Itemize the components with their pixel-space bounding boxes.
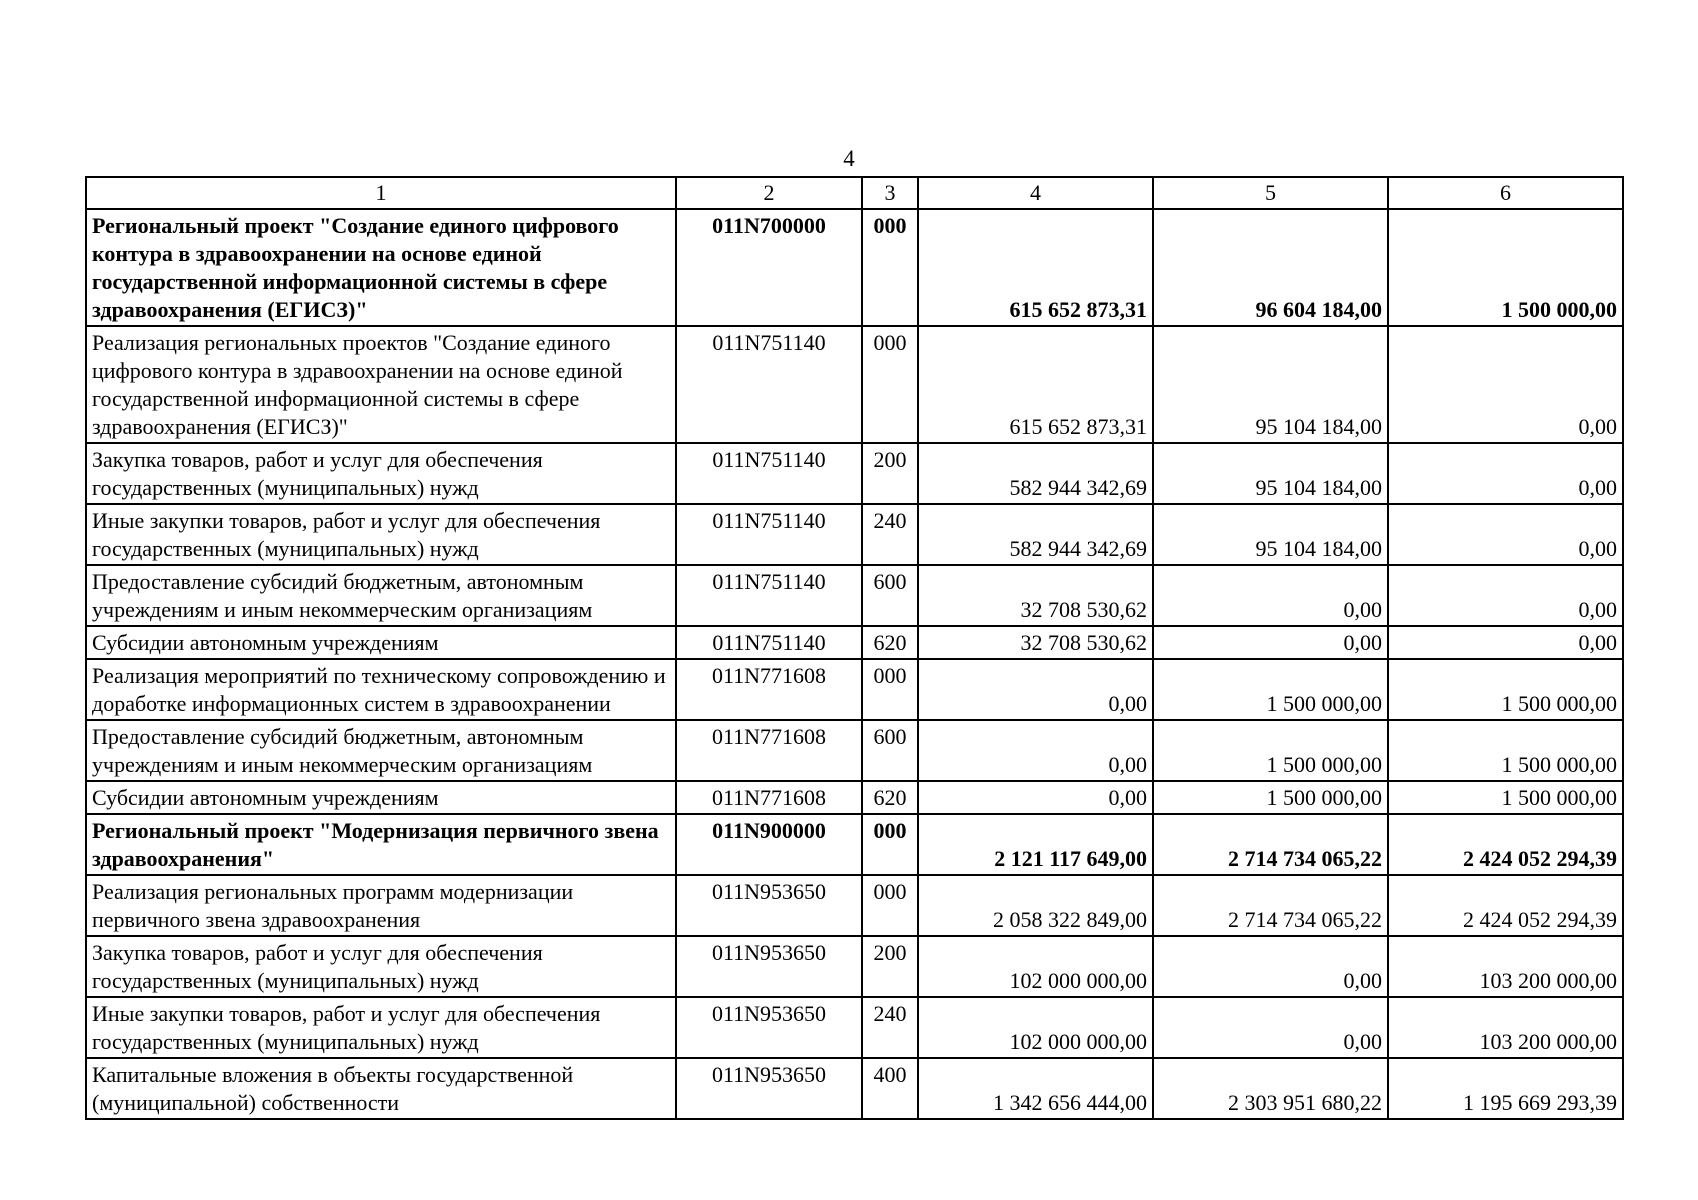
row-type: 600 (862, 565, 918, 626)
row-name: Иные закупки товаров, работ и услуг для обеспечения государственных (муниципальных) нужд (86, 504, 676, 565)
row-value-col6: 0,00 (1388, 626, 1623, 659)
row-value-col5: 0,00 (1153, 936, 1388, 997)
row-name: Реализация региональных программ модернизации первичного звена здравоохранения (86, 875, 676, 936)
row-value-col4: 2 121 117 649,00 (918, 814, 1153, 875)
table-row (86, 659, 1623, 720)
row-code: 011N751140 (676, 326, 862, 443)
table-row (86, 504, 1623, 565)
row-code: 011N953650 (676, 997, 862, 1058)
row-code: 011N771608 (676, 781, 862, 814)
table-row (86, 997, 1623, 1058)
row-type: 000 (862, 326, 918, 443)
row-value-col4: 615 652 873,31 (918, 209, 1153, 326)
table-row (86, 781, 1623, 814)
row-value-col5: 95 104 184,00 (1153, 326, 1388, 443)
row-code: 011N751140 (676, 626, 862, 659)
row-code: 011N953650 (676, 875, 862, 936)
row-code: 011N751140 (676, 504, 862, 565)
header-col-6: 6 (1388, 177, 1623, 209)
row-value-col4: 2 058 322 849,00 (918, 875, 1153, 936)
row-type: 000 (862, 875, 918, 936)
row-type: 200 (862, 443, 918, 504)
table-row (86, 443, 1623, 504)
table-row (86, 565, 1623, 626)
row-value-col5: 0,00 (1153, 626, 1388, 659)
row-type: 600 (862, 720, 918, 781)
row-name: Закупка товаров, работ и услуг для обеспечения государственных (муниципальных) нужд (86, 443, 676, 504)
row-code: 011N751140 (676, 565, 862, 626)
row-type: 620 (862, 626, 918, 659)
row-value-col5: 96 604 184,00 (1153, 209, 1388, 326)
row-code: 011N953650 (676, 936, 862, 997)
row-value-col5: 0,00 (1153, 997, 1388, 1058)
row-value-col6: 103 200 000,00 (1388, 997, 1623, 1058)
header-col-2: 2 (676, 177, 862, 209)
row-type: 240 (862, 997, 918, 1058)
row-value-col5: 95 104 184,00 (1153, 504, 1388, 565)
table-row (86, 875, 1623, 936)
budget-table (85, 176, 1624, 1120)
row-value-col4: 582 944 342,69 (918, 504, 1153, 565)
row-name: Иные закупки товаров, работ и услуг для обеспечения государственных (муниципальных) нужд (86, 997, 676, 1058)
row-name: Реализация мероприятий по техническому сопровождению и доработке информационных систем в здравоохранении (86, 659, 676, 720)
header-col-5: 5 (1153, 177, 1388, 209)
row-value-col4: 615 652 873,31 (918, 326, 1153, 443)
row-code: 011N771608 (676, 720, 862, 781)
row-value-col6: 1 195 669 293,39 (1388, 1058, 1623, 1119)
table-row (86, 326, 1623, 443)
row-value-col4: 102 000 000,00 (918, 997, 1153, 1058)
row-code: 011N900000 (676, 814, 862, 875)
row-value-col4: 0,00 (918, 781, 1153, 814)
row-value-col4: 32 708 530,62 (918, 565, 1153, 626)
table-row (86, 1058, 1623, 1119)
row-code: 011N700000 (676, 209, 862, 326)
row-value-col4: 1 342 656 444,00 (918, 1058, 1153, 1119)
table-row (86, 209, 1623, 326)
table-row (86, 720, 1623, 781)
table-body (86, 209, 1623, 1119)
row-value-col5: 2 714 734 065,22 (1153, 814, 1388, 875)
table-row (86, 814, 1623, 875)
page-number: 4 (843, 146, 855, 171)
row-name: Закупка товаров, работ и услуг для обеспечения государственных (муниципальных) нужд (86, 936, 676, 997)
row-value-col4: 0,00 (918, 659, 1153, 720)
row-value-col4: 102 000 000,00 (918, 936, 1153, 997)
row-code: 011N751140 (676, 443, 862, 504)
row-value-col5: 1 500 000,00 (1153, 720, 1388, 781)
row-value-col6: 1 500 000,00 (1388, 720, 1623, 781)
row-value-col4: 32 708 530,62 (918, 626, 1153, 659)
row-name: Предоставление субсидий бюджетным, автономным учреждениям и иным некоммерческим организациям (86, 720, 676, 781)
table-row (86, 626, 1623, 659)
table-header-row (86, 177, 1623, 209)
row-code: 011N771608 (676, 659, 862, 720)
row-value-col6: 0,00 (1388, 443, 1623, 504)
header-col-3: 3 (862, 177, 918, 209)
row-name: Предоставление субсидий бюджетным, автономным учреждениям и иным некоммерческим организациям (86, 565, 676, 626)
row-name: Субсидии автономным учреждениям (86, 781, 676, 814)
row-type: 620 (862, 781, 918, 814)
row-type: 000 (862, 814, 918, 875)
row-value-col6: 1 500 000,00 (1388, 781, 1623, 814)
row-name: Реализация региональных проектов "Создание единого цифрового контура в здравоохранении на основе единой государственной информационной системы в сфере здравоохранения (ЕГИСЗ)" (86, 326, 676, 443)
row-type: 200 (862, 936, 918, 997)
table-row (86, 936, 1623, 997)
row-value-col6: 1 500 000,00 (1388, 209, 1623, 326)
row-value-col5: 95 104 184,00 (1153, 443, 1388, 504)
row-value-col6: 1 500 000,00 (1388, 659, 1623, 720)
row-name: Капитальные вложения в объекты государственной (муниципальной) собственности (86, 1058, 676, 1119)
row-value-col4: 0,00 (918, 720, 1153, 781)
row-value-col6: 0,00 (1388, 326, 1623, 443)
row-value-col6: 103 200 000,00 (1388, 936, 1623, 997)
row-name: Региональный проект "Модернизация первичного звена здравоохранения" (86, 814, 676, 875)
row-value-col6: 2 424 052 294,39 (1388, 814, 1623, 875)
row-value-col5: 1 500 000,00 (1153, 659, 1388, 720)
header-col-1: 1 (86, 177, 676, 209)
row-name: Региональный проект "Создание единого цифрового контура в здравоохранении на основе единой государственной информационной системы в сфере здравоохранения (ЕГИСЗ)" (86, 209, 676, 326)
row-code: 011N953650 (676, 1058, 862, 1119)
row-value-col4: 582 944 342,69 (918, 443, 1153, 504)
row-value-col5: 0,00 (1153, 565, 1388, 626)
row-value-col6: 0,00 (1388, 504, 1623, 565)
header-col-4: 4 (918, 177, 1153, 209)
row-value-col5: 1 500 000,00 (1153, 781, 1388, 814)
row-type: 000 (862, 659, 918, 720)
row-name: Субсидии автономным учреждениям (86, 626, 676, 659)
row-type: 240 (862, 504, 918, 565)
row-value-col5: 2 303 951 680,22 (1153, 1058, 1388, 1119)
row-value-col5: 2 714 734 065,22 (1153, 875, 1388, 936)
row-value-col6: 0,00 (1388, 565, 1623, 626)
row-type: 000 (862, 209, 918, 326)
row-value-col6: 2 424 052 294,39 (1388, 875, 1623, 936)
row-type: 400 (862, 1058, 918, 1119)
